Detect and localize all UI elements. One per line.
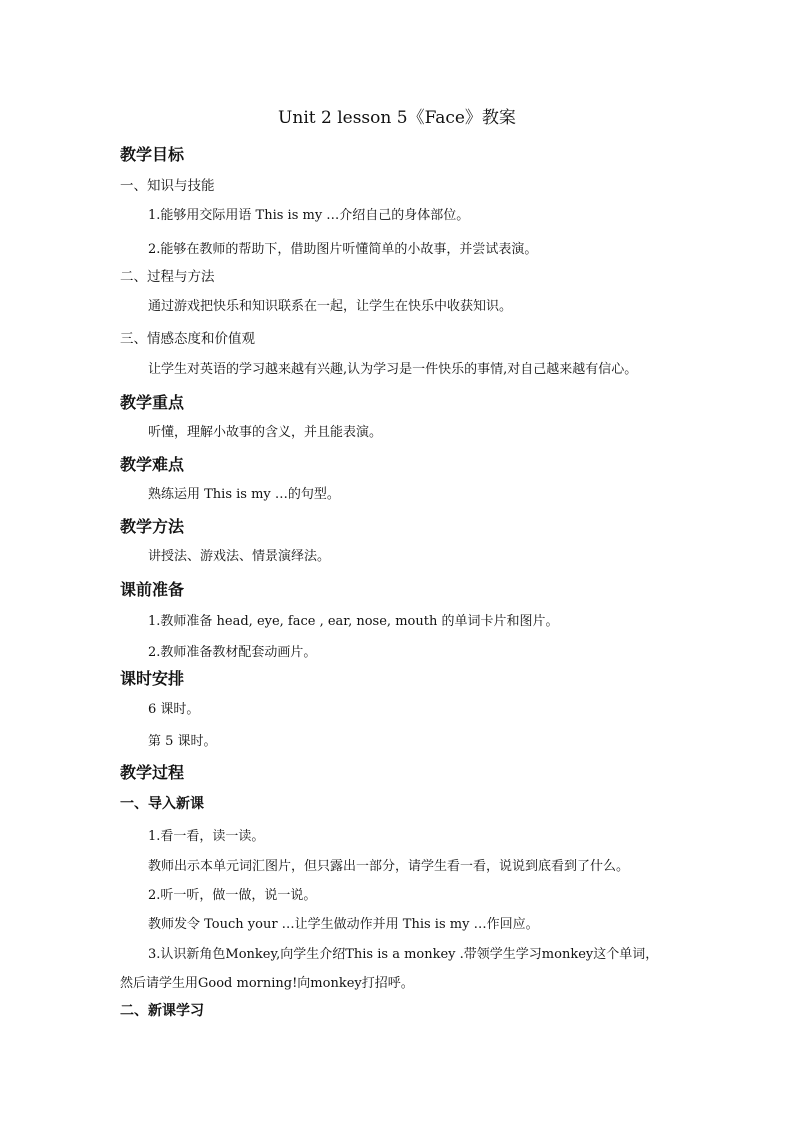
paragraph-difficult-points: 熟练运用 This is my …的句型。	[148, 487, 340, 502]
page-title: Unit 2 lesson 5《Face》教案	[278, 108, 516, 128]
paragraph-schedule-2: 第 5 课时。	[148, 734, 217, 749]
paragraph-step-1: 1.看一看，读一读。	[148, 829, 265, 844]
paragraph-step-3-line-1: 3.认识新角色Monkey,向学生介绍This is a monkey .带领学生学习monkey这个单词，	[148, 947, 659, 962]
paragraph-step-2: 2.听一听，做一做，说一说。	[148, 888, 317, 903]
paragraph-step-2-desc: 教师发令 Touch your …让学生做动作并用 This is my …作回应。	[148, 917, 539, 932]
heading-schedule: 课时安排	[120, 669, 185, 688]
subheading-knowledge-skills: 一、知识与技能	[120, 178, 215, 194]
heading-goals: 教学目标	[120, 145, 185, 164]
subheading-new-lesson: 二、新课学习	[120, 1003, 204, 1019]
heading-preparation: 课前准备	[120, 580, 185, 599]
paragraph-goal-1: 1.能够用交际用语 This is my …介绍自己的身体部位。	[148, 208, 470, 223]
heading-method: 教学方法	[120, 517, 185, 536]
paragraph-prep-2: 2.教师准备教材配套动画片。	[148, 645, 317, 660]
paragraph-step-1-desc: 教师出示本单元词汇图片，但只露出一部分，请学生看一看，说说到底看到了什么。	[148, 859, 630, 874]
paragraph-goal-2: 2.能够在教师的帮助下，借助图片听懂简单的小故事，并尝试表演。	[148, 242, 538, 257]
paragraph-key-points: 听懂，理解小故事的含义，并且能表演。	[148, 425, 383, 440]
heading-teaching-process: 教学过程	[120, 763, 185, 782]
subheading-intro: 一、导入新课	[120, 796, 204, 812]
paragraph-method: 讲授法、游戏法、情景演绎法。	[148, 549, 331, 564]
paragraph-emotion: 让学生对英语的学习越来越有兴趣,认为学习是一件快乐的事情,对自己越来越有信心。	[148, 362, 638, 377]
subheading-process-method: 二、过程与方法	[120, 269, 215, 285]
heading-key-points: 教学重点	[120, 393, 185, 412]
paragraph-process: 通过游戏把快乐和知识联系在一起，让学生在快乐中收获知识。	[148, 299, 513, 314]
paragraph-prep-1: 1.教师准备 head, eye, face , ear, nose, mouth 的单词卡片和图片。	[148, 614, 559, 629]
paragraph-schedule-1: 6 课时。	[148, 702, 200, 717]
subheading-emotion: 三、情感态度和价值观	[120, 331, 255, 347]
paragraph-step-3-line-2: 然后请学生用Good morning!向monkey打招呼。	[120, 976, 414, 991]
heading-difficult-points: 教学难点	[120, 455, 185, 474]
